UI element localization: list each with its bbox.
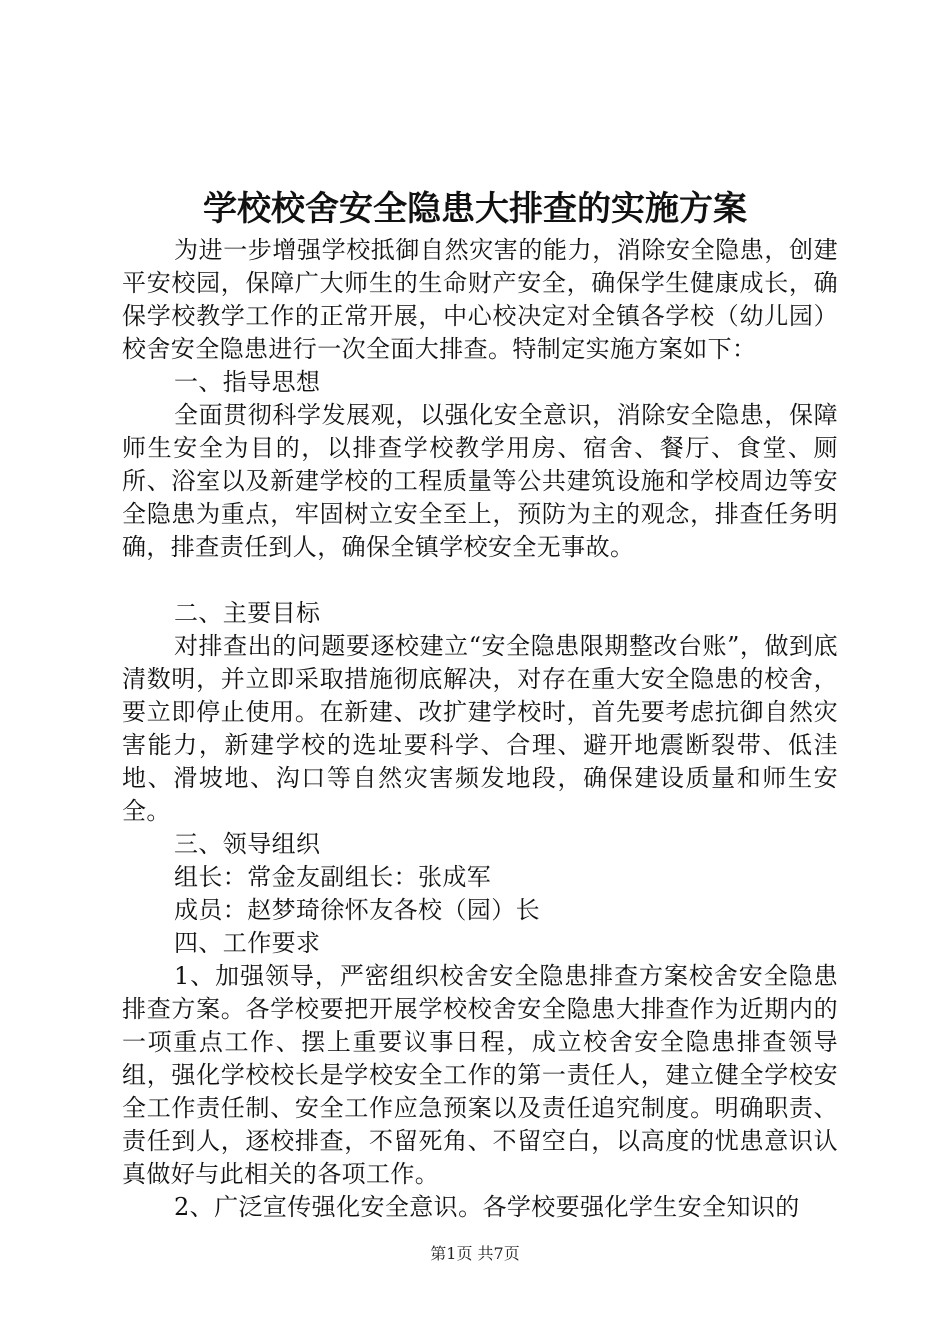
section-heading-leadership: 三、领导组织	[174, 830, 321, 858]
leadership-members-line: 成员：赵梦琦徐怀友各校（园）长	[174, 896, 540, 924]
document-body	[122, 234, 838, 1224]
section-heading-work-requirements: 四、工作要求	[174, 929, 321, 957]
requirement-item-1: 1、加强领导，严密组织校舍安全隐患排查方案校舍安全隐患排查方案。各学校要把开展学校校舍安全隐患大排查作为近期内的一项重点工作、摆上重要议事日程，成立校舍安全隐患排查领导组，强化学校校长是学校安全工作的第一责任人，建立健全学校安全工作责任制、安全工作应急预案以及责任追究制度。明确职责、责任到人，逐校排查，不留死角、不留空白，以高度的忧患意识认真做好与此相关的各项工作。	[122, 962, 838, 1188]
paragraph-spacer	[122, 564, 838, 597]
document-title: 学校校舍安全隐患大排查的实施方案	[203, 189, 747, 229]
guiding-thought-paragraph: 全面贯彻科学发展观，以强化安全意识，消除安全隐患，保障师生安全为目的，以排查学校教学用房、宿舍、餐厅、食堂、厕所、浴室以及新建学校的工程质量等公共建筑设施和学校周边等安全隐患为重点，牢固树立安全至上，预防为主的观念，排查任务明确，排查责任到人，确保全镇学校安全无事故。	[122, 401, 838, 561]
page-number-footer: 第1页 共7页	[430, 1244, 520, 1263]
intro-paragraph: 为进一步增强学校抵御自然灾害的能力，消除安全隐患，创建平安校园，保障广大师生的生命财产安全，确保学生健康成长，确保学校教学工作的正常开展，中心校决定对全镇各学校（幼儿园）校舍安全隐患进行一次全面大排查。特制定实施方案如下：	[122, 236, 838, 363]
main-goals-paragraph: 对排查出的问题要逐校建立“安全隐患限期整改台账”，做到底清数明，并立即采取措施彻底解决，对存在重大安全隐患的校舍，要立即停止使用。在新建、改扩建学校时，首先要考虑抗御自然灾害能力，新建学校的选址要科学、合理、避开地震断裂带、低洼地、滑坡地、沟口等自然灾害频发地段，确保建设质量和师生安全。	[122, 632, 838, 825]
section-heading-guiding-thought: 一、指导思想	[174, 368, 321, 396]
section-heading-main-goals: 二、主要目标	[174, 599, 321, 627]
leadership-leaders-line: 组长：常金友副组长：张成军	[174, 863, 492, 891]
requirement-item-2: 2、广泛宣传强化安全意识。各学校要强化学生安全知识的	[174, 1193, 800, 1221]
